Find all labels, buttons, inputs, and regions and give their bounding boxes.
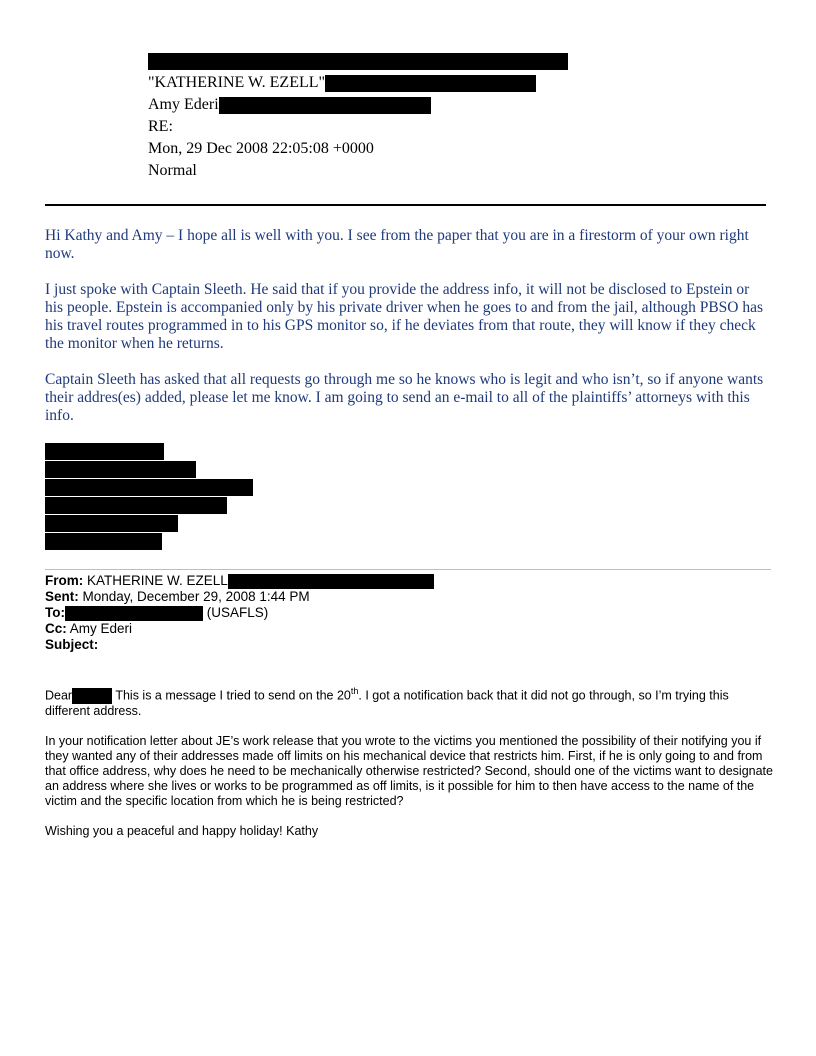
fwd-cc-label: Cc:	[45, 621, 67, 636]
redaction-bar	[148, 53, 568, 70]
fwd-to-row	[45, 605, 434, 621]
fwd-subject-label: Subject:	[45, 637, 99, 652]
redaction-bar	[45, 533, 162, 550]
redaction-bar	[45, 497, 227, 514]
fwd-from-value: KATHERINE W. EZELL	[87, 573, 228, 588]
original-paragraph: In your notification letter about JE’s work release that you wrote to the victims you mentioned the possibility of their notifying you if they wanted any of their addresses made off limits on his mechanical device that restricts him. First, if he is only going to and from that office address, why does he need to be mechanically otherwise restricted? Second, should one of the victims want to designate an address where she lives or works to be programmed as off limits, is it possible for him to then have access to the name of the victim and the specific location from which he is being restricted?	[45, 734, 773, 808]
reply-paragraph: Hi Kathy and Amy – I hope all is well with you. I see from the paper that you are in a firestorm of your own right now.	[45, 227, 749, 262]
forward-divider	[45, 569, 771, 570]
fwd-subject-row	[45, 637, 434, 653]
original-paragraph: Wishing you a peaceful and happy holiday! Kathy	[45, 824, 319, 838]
fwd-cc-row	[45, 621, 434, 637]
forwarded-header	[45, 573, 434, 653]
redaction-bar	[45, 461, 196, 478]
redaction-bar	[228, 574, 434, 589]
fwd-sent-value: Monday, December 29, 2008 1:44 PM	[82, 589, 310, 604]
fwd-to-label: To:	[45, 605, 65, 620]
dear-salutation: Dear	[45, 688, 73, 703]
redaction-bar	[72, 688, 112, 704]
redaction-bar	[45, 479, 253, 496]
fwd-from-row	[45, 573, 434, 589]
signature-redacted	[45, 443, 253, 551]
subject-value: RE:	[148, 118, 173, 135]
redaction-bar	[219, 97, 431, 114]
importance-value: Normal	[148, 162, 197, 179]
reply-body	[45, 227, 767, 443]
redaction-bar	[45, 443, 164, 460]
redaction-bar	[325, 75, 536, 92]
fwd-sent-row	[45, 589, 434, 605]
date-value: Mon, 29 Dec 2008 22:05:08 +0000	[148, 140, 374, 157]
fwd-from-label: From:	[45, 573, 84, 588]
fwd-to-suffix: (USAFLS)	[206, 605, 269, 620]
original-message	[45, 688, 773, 854]
fwd-cc-value: Amy Ederi	[69, 621, 133, 636]
redaction-bar	[45, 515, 178, 532]
original-paragraph: Dear This is a message I tried to send on the 20th. I got a notification back that it did not go through, so I’m trying this different address.	[45, 686, 729, 718]
reply-paragraph: Captain Sleeth has asked that all requests go through me so he knows who is legit and who isn’t, so if anyone wants their addres(es) added, please let me know. I am going to send an e-mail to all of the plaintiffs’ attorneys with this info.	[45, 371, 764, 424]
redaction-bar	[65, 606, 203, 621]
reply-paragraph: I just spoke with Captain Sleeth. He said that if you provide the address info, it will not be disclosed to Epstein or his people. Epstein is accompanied only by his private driver when he goes to and from the jail, although PBSO has his travel routes programmed in to his GPS monitor so, if he deviates from that route, they will know if they check the monitor when he returns.	[45, 281, 764, 352]
fwd-sent-label: Sent:	[45, 589, 79, 604]
to-value: "KATHERINE W. EZELL"	[148, 74, 326, 91]
cc-value: Amy Ederi	[148, 96, 219, 113]
header-divider	[45, 204, 766, 206]
